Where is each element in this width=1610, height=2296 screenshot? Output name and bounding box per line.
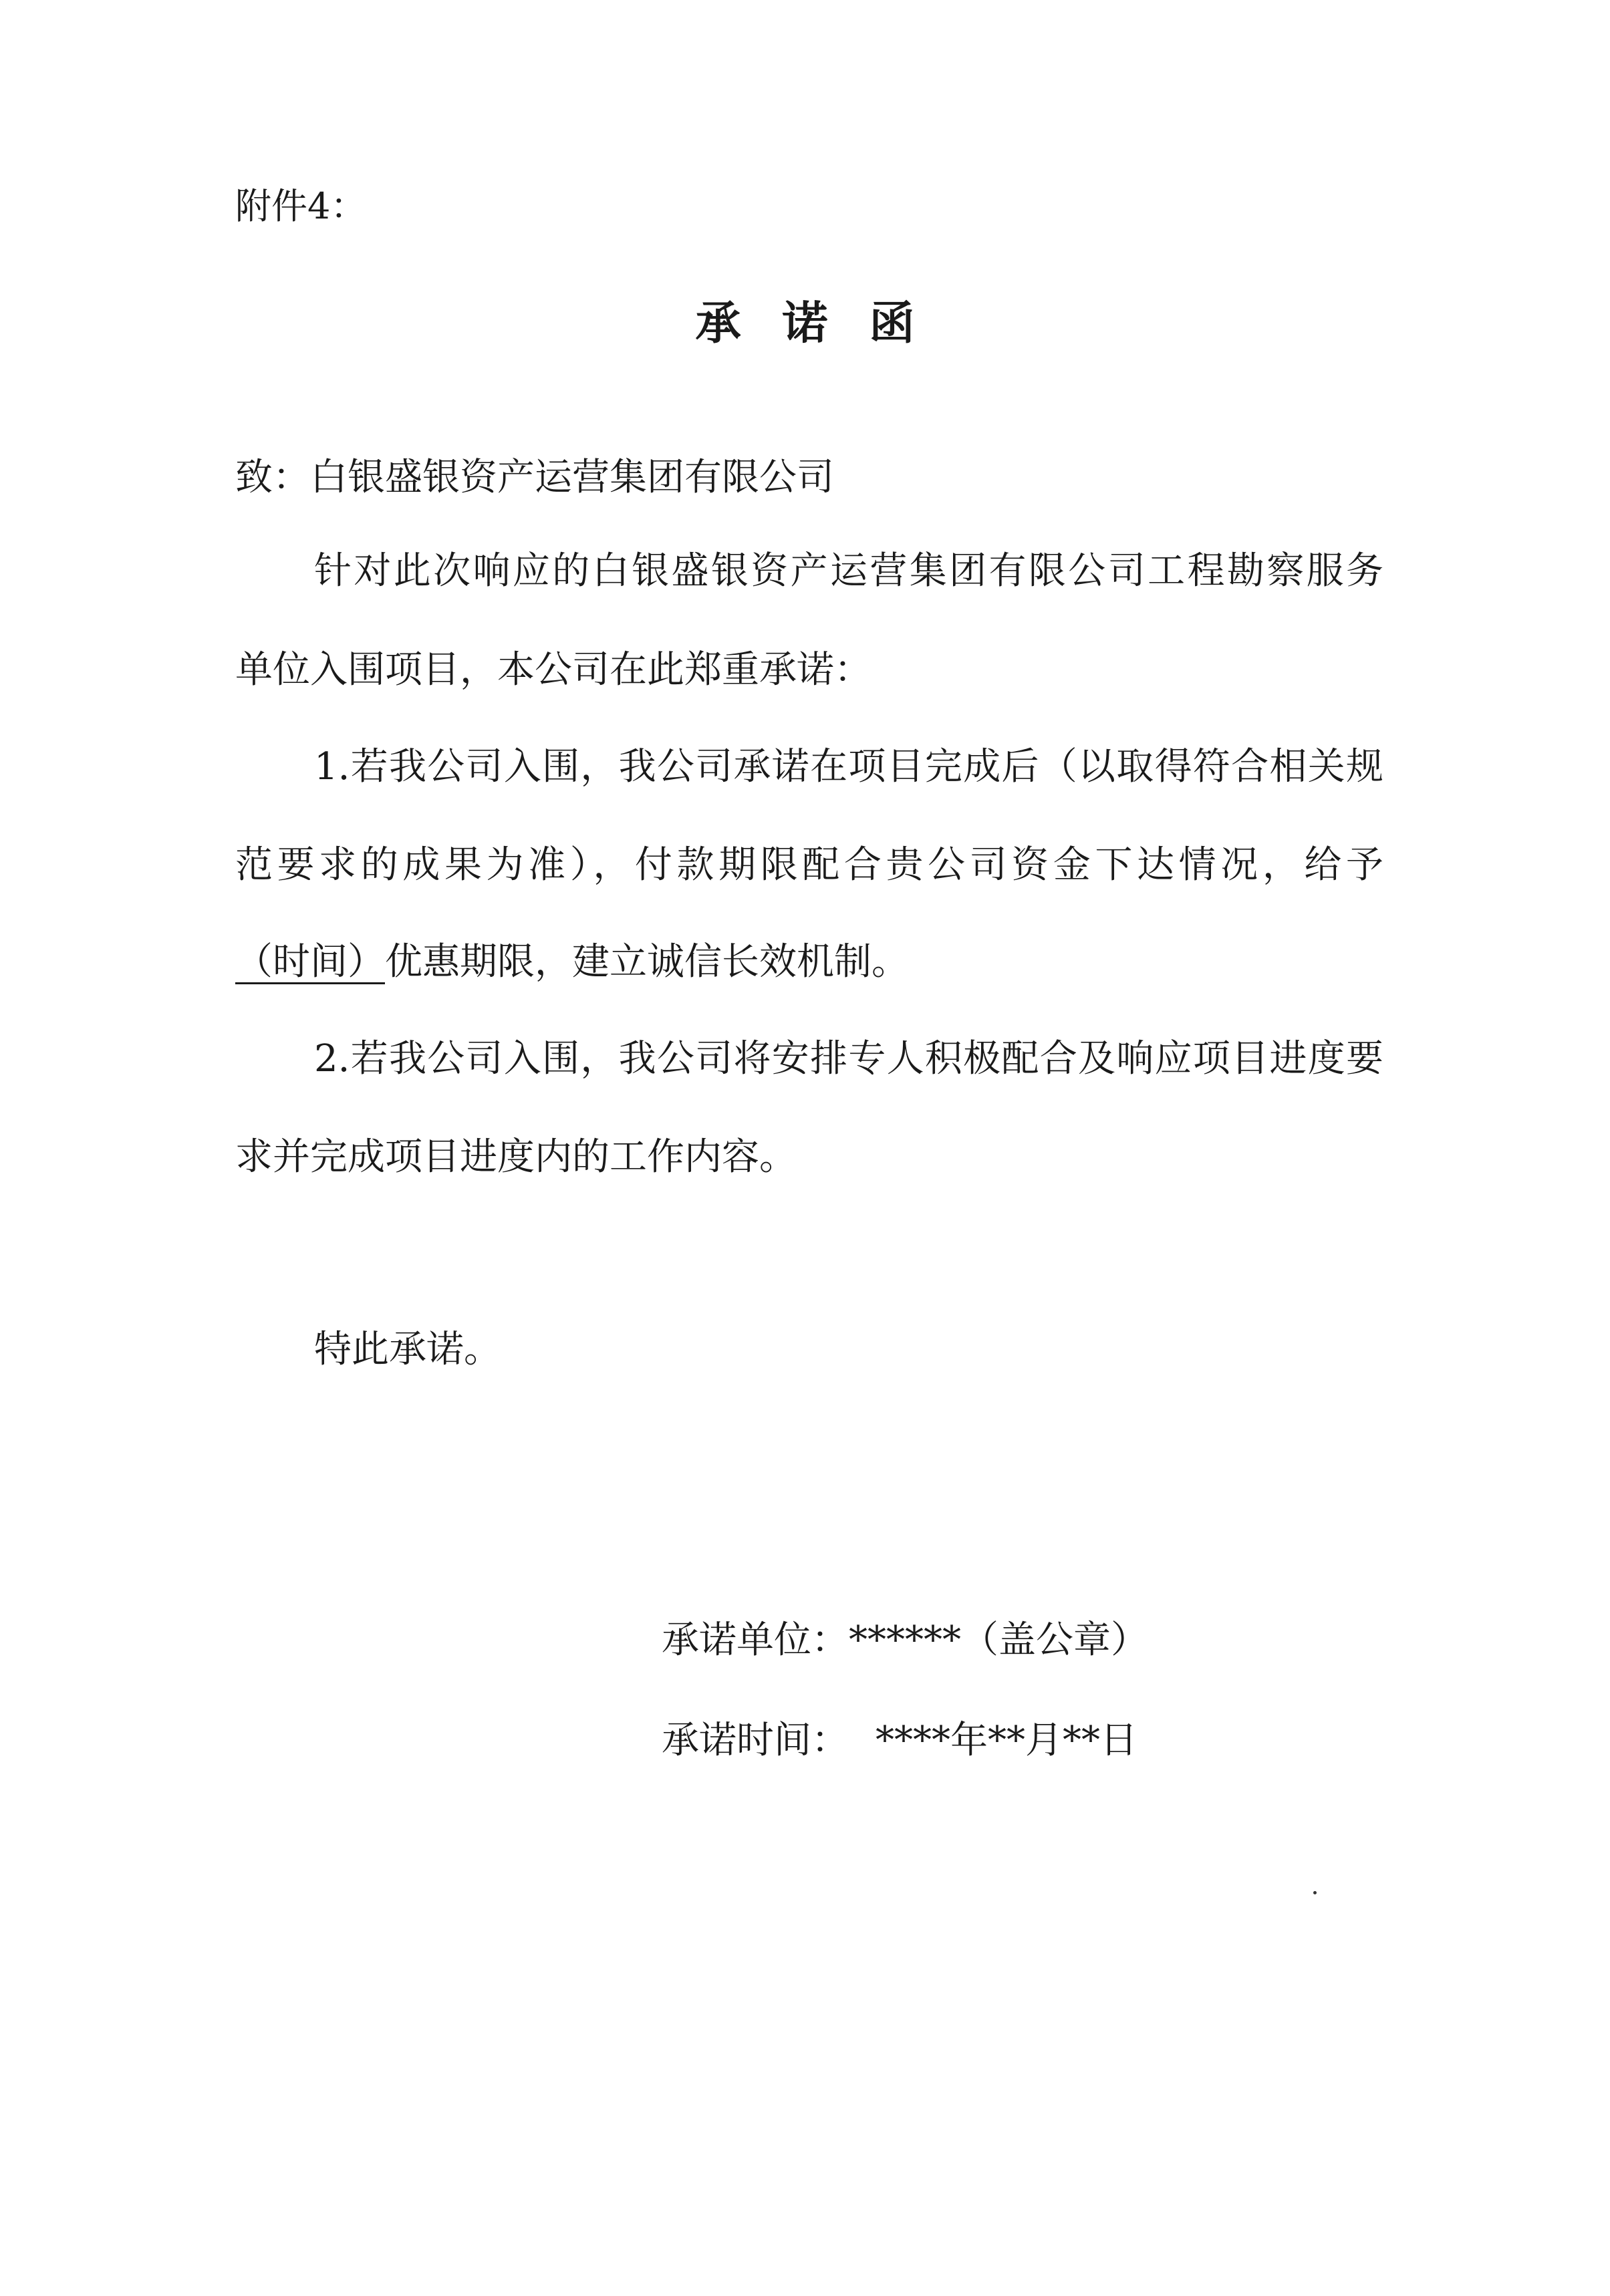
- signature-time-row: [662, 1717, 1137, 1764]
- intro-line-2: 单位入围项目，本公司在此郑重承诺：: [235, 648, 871, 692]
- clause-2-line-2: 求并完成项目进度内的工作内容。: [235, 1135, 797, 1179]
- signature-unit-value: ******（盖公章）: [849, 1618, 1148, 1662]
- signature-time-value: ****年**月**日: [876, 1719, 1137, 1762]
- signature-time-label: 承诺时间：: [662, 1719, 849, 1762]
- time-blank-field: （时间）: [235, 940, 385, 984]
- clause-1-line-3-rest: 优惠期限，建立诚信长效机制。: [385, 940, 909, 984]
- recipient-line: 致：白银盛银资产运营集团有限公司: [235, 456, 834, 499]
- clause-1-line-1: 1.若我公司入围，我公司承诺在项目完成后（以取得符合相关规: [314, 745, 1383, 788]
- closing-line: 特此承诺。: [314, 1328, 501, 1371]
- clause-1-line-2: 范要求的成果为准），付款期限配合贵公司资金下达情况，给予: [235, 843, 1383, 887]
- document-title: 承诺函: [695, 297, 956, 350]
- signature-unit-label: 承诺单位：: [662, 1618, 849, 1662]
- intro-line-1: 针对此次响应的白银盛银资产运营集团有限公司工程勘察服务: [314, 549, 1383, 593]
- attachment-label: 附件4：: [235, 185, 367, 227]
- signature-unit-row: [662, 1617, 1148, 1664]
- scan-speck: [1313, 1891, 1317, 1894]
- clause-2-line-1: 2.若我公司入围，我公司将安排专人积极配合及响应项目进度要: [314, 1037, 1383, 1081]
- clause-1-line-3: [235, 939, 909, 986]
